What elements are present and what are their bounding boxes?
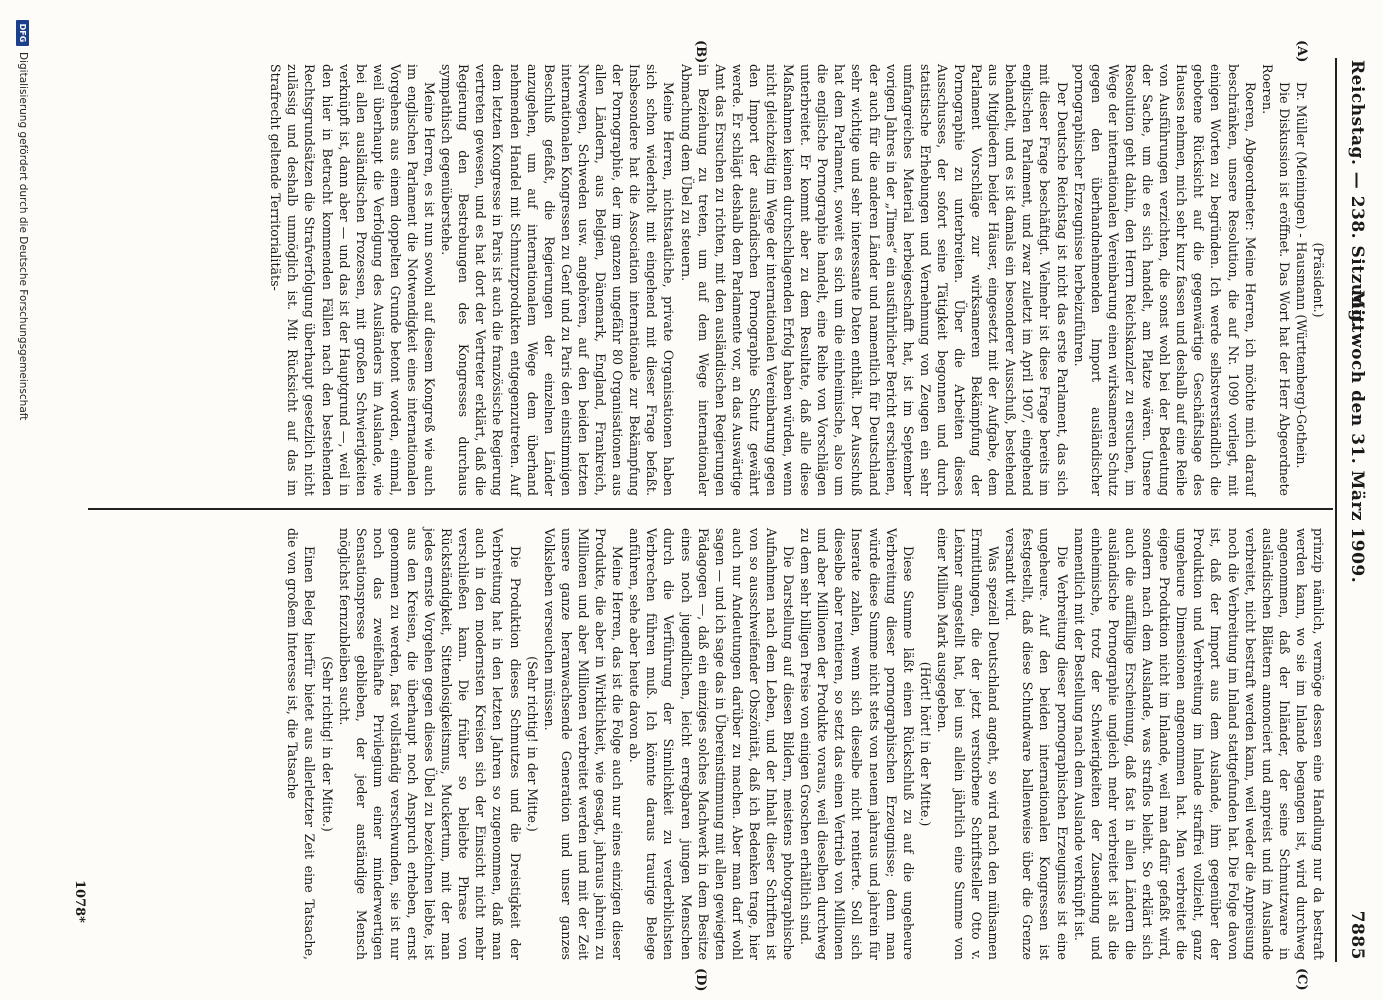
paragraph: (Sehr richtig! in der Mitte.): [319, 656, 335, 832]
paragraph: Was speziell Deutschland angeht, so wird nach den mühsamen Ermittlungen, die der jetzt verstorbene Schriftsteller Otto v. Leixner angestellt hat, bei uns allein jährlich eine Summe von einer Million Mark ausgegeben.: [934, 528, 1002, 960]
header-rule: [1335, 58, 1337, 962]
paragraph: prinzip nämlich, vermöge dessen eine Handlung nur da bestraft werden kann, wo sie im Inlande begangen ist, wird durchweg angenommen, daß der Inländer, der seine Schmutzware in ausländischen Blättern annonciert und anpreist und im Auslande verbreitet, nicht bestraft werden kann, weil weder die Anpreisung noch die Verbreitung im Inland stattgefunden hat. Die Folge davon ist, daß der Import aus dem Auslande, ihm gegenüber der Produktion und Verbreitung im Inlande straffrei vollzieht, ganz ungeheure Dimensionen angenommen hat. Man verbreitet die eigene Produktion nicht im Inlande, weil man dafür gefaßt wird, sondern nach dem Auslande, was straflos bleibt. So erklärt sich auch die auffällige Erscheinung, daß fast in allen Ländern die ausländische Pornographie ungleich mehr verbreitet ist als die einheimische, trotz der Schwierigkeiten der Zusendung und namentlich mit der Bestellung nach dem Auslande verknüpft ist.: [1071, 528, 1326, 960]
paragraph: Roeren, Abgeordneter: Meine Herren, ich möchte mich darauf beschränken, unsere Resolution, die auf Nr. 1090 vorliegt, mit einigen Worten zu begründen. Ich werde selbstverständlich die gebotene Rücksicht auf die gegenwärtige Geschäftslage des Hauses nehmen, mich sehr kurz fassen und deshalb auf eine Reihe von Ausführungen verzichten, die sonst wohl bei der Bedeutung der Sache, um die es sich handelt, am Platze wären. Unsere Resolution geht dahin, den Herrn Reichskanzler zu ersuchen, im Wege der internationalen Vereinbarung einen wirksameren Schutz gegen den überhandnehmenden Import ausländischer pornographischer Erzeugnisse herbeizuführen.: [1071, 64, 1258, 496]
margin-marker-d: (D): [693, 968, 708, 992]
paragraph: Meine Herren, nichtstaatliche, private Organisationen haben sich schon wiederholt mit eingehend mit dieser Frage befaßt. Insbesondere hat die Association internationale zur Bekämpfung der Pornographie, der im ganzen ungefähr 80 Organisationen aus allen Ländern, aus Belgien, Dänemark, England, Frankreich, Norwegen, Schweden usw. angehören, auf den beiden letzten internationalen Kongressen zu Genf und zu Paris den einstimmigen Beschluß gefaßt, die Regierungen der einzelnen Länder anzugehen, um auf internationalem Wege dem überhand nehmenden Handel mit Schmutzprodukten entgegenzutreten. Auf dem letzten Kongresse in Paris ist auch die französische Regierung vertreten gewesen, und es hat dort der Vertreter erklärt, daß die Regierung den Bestrebungen des Kongresses durchaus sympathisch gegenüberstehe.: [439, 64, 677, 496]
header-title: Reichstag. — 238. Sitzung.: [1347, 60, 1367, 329]
paragraph: Einen Beleg hierfür bietet aus allerletzter Zeit eine Tatsache, die von großem Interesse ist, die Tatsache: [285, 528, 318, 960]
dfg-logo-icon: DFG: [17, 20, 30, 46]
paragraph: (Präsident.): [1311, 242, 1326, 318]
credit-text: Digitalisierung gefördert durch die Deutsche Forschungsgemeinschaft: [17, 52, 29, 421]
margin-marker-b: (B): [693, 40, 708, 64]
column-divider: [88, 508, 1333, 510]
paragraph: Die Produktion dieses Schmutzes und die Dreistigkeit der Verbreitung hat in den letzten Jahren so zugenommen, daß man auch in den modernsten Kreisen sich der Einsicht nicht mehr verschließen kann. Die früher so beliebte Phrase von Rückständigkeit, Sittenlosigkeitsmus, Muckertum, mit der man jedes ernste Vorgehen gegen dieses Übel zu bezeichnen liebte, ist aus den Kreisen, die überhaupt noch Anspruch erheben, ernst genommen zu werden, fast vollständig verschwunden, sie ist nur noch das zweifelhafte Privilegium einer minderwertigen Sensationspresse geblieben, der jeder anständige Mensch möglichst fernzubleiben sucht.: [336, 528, 523, 960]
paragraph: (Sehr richtig! in der Mitte.): [524, 656, 540, 832]
paragraph: Diese Summe läßt einen Rückschluß zu auf die ungeheure Verbreitung dieser pornographischen Erzeugnisse; denn man würde diese Summe nicht stets von neuem jahraus und jahrein für Inserate zahlen, wenn sich dieselbe nicht rentierte. Soll sich dieselbe aber rentieren, so setzt das einen Vertrieb von Millionen und aber Millionen der Produkte voraus, weil dieselben durchweg zu dem sehr billigen Preise von einigen Groschen erhältlich sind.: [798, 528, 916, 960]
paragraph: Die Darstellung auf diesen Bildern, meistens photographische Aufnahmen nach dem Leben, und der Inhalt dieser Schriften ist von so ausschweifender Obszönität, daß ich Bedenken trage, hier auch nur Andeutungen darüber zu machen. Aber man darf wohl sagen — und ich sage das in Übereinstimmung mit allen gewiegten Pädagogen —, daß ein einziges solches Machwerk in dem Besitze eines noch jugendlichen, leicht erregbaren jungen Menschen durch die Verführung der Sinnlichkeit zu verderblichsten Verbrechen führen muß. Ich könnte daraus traurige Belege anführen, sehe aber heute davon ab.: [627, 528, 797, 960]
page-header: [1341, 60, 1367, 960]
footer-page-number: 1078*: [72, 880, 87, 923]
paragraph: Meine Herren, es ist nun sowohl auf diesem Kongreß wie auch im englischen Parlament die Notwendigkeit eines internationalen Vorgehens aus einem doppelten Grunde betont worden, einmal, weil überhaupt die Verfolgung des Ausländers im Auslande, wie bei allen ausländischen Prozessen, mit großen Schwierigkeiten verknüpft ist, dann aber — und das ist der Hauptgrund —, weil in den hier in Betracht kommenden Fällen nach den bestehenden Rechtsgrundsätzen die Strafverfolgung überhaupt gesetzlich nicht zulässig und deshalb unmöglich ist. Mit Rücksicht auf das im Strafrecht geltende Territorialitäts-: [268, 64, 438, 496]
paragraph: (Hört! hört! in der Mitte.): [917, 661, 933, 827]
header-page-number: 7885: [1347, 910, 1367, 960]
paragraph: Meine Herren, das ist die Folge auch nur eines einzigen dieser Produkte, die aber in Wirklichkeit, wie gesagt, jahraus jahrein zu Millionen und aber Millionen verbreitet werden und mit der Zeit unsere ganze heranwachsende Generation und unser ganzes Volksleben verseuchen müssen.: [541, 528, 626, 960]
paragraph: Dr. Müller (Meiningen) - Hausmann (Württemberg)-Gothein.: [1293, 82, 1309, 469]
digitization-credit: [13, 20, 33, 970]
right-column: [284, 528, 1327, 960]
paragraph: Der Deutsche Reichstag ist nicht das erste Parlament, das sich mit dieser Frage beschäftigt. Vielmehr ist diese Frage bereits im englischen Parlament, und zwar zuletzt im April 1907, eingehend behandelt, und es ist damals ein besonderer Ausschuß, bestehend aus Mitgliedern beider Häuser, eingesetzt mit der Aufgabe, dem Parlament Vorschläge zur wirksameren Bekämpfung der Pornographie zu unterbreiten. Über die Arbeiten dieses Ausschusses, der sofort seine Tätigkeit begonnen und durch statistische Erhebungen und Vernehmung von Zeugen ein sehr umfangreiches Material herbeigeschafft hat, ist im September vorigen Jahres in der „Times“ ein ausführlicher Bericht erschienen, der auch für die anderen Länder und namentlich für Deutschland sehr wichtige und sehr interessante Daten enthält. Der Ausschuß hat dem Parlament, soweit es sich um die einheimische, also um die englische Pornographie handelt, eine Reihe von Vorschlägen unterbreitet. Er kommt aber zu dem Resultate, daß alle diese Maßnahmen keinen durchschlagenden Erfolg haben würden, wenn nicht gleichzeitig im Wege der internationalen Vereinbarung gegen den Import der ausländischen Pornographie Schutz gewährt werde. Er schlägt deshalb dem Parlamente vor, an das Auswärtige Amt das Ersuchen zu richten, mit den ausländischen Regierungen in Beziehung zu treten, um auf dem Wege internationaler Abmachung dem Übel zu steuern.: [678, 64, 1070, 496]
header-date: Mittwoch den 31. März 1909.: [1347, 290, 1367, 584]
left-column: [267, 64, 1327, 496]
paragraph: Die Verbreitung dieser pornographischen Erzeugnisse ist eine ungeheure. Auf den beiden internationalen Kongressen ist festgestellt, daß diese Schundware ballenweise über die Grenze versandt wird.: [1003, 528, 1070, 960]
margin-marker-a: (A): [1294, 40, 1309, 63]
paragraph: Die Diskussion ist eröffnet. Das Wort hat der Herr Abgeordnete Roeren.: [1259, 64, 1292, 496]
margin-marker-c: (C): [1294, 968, 1309, 991]
